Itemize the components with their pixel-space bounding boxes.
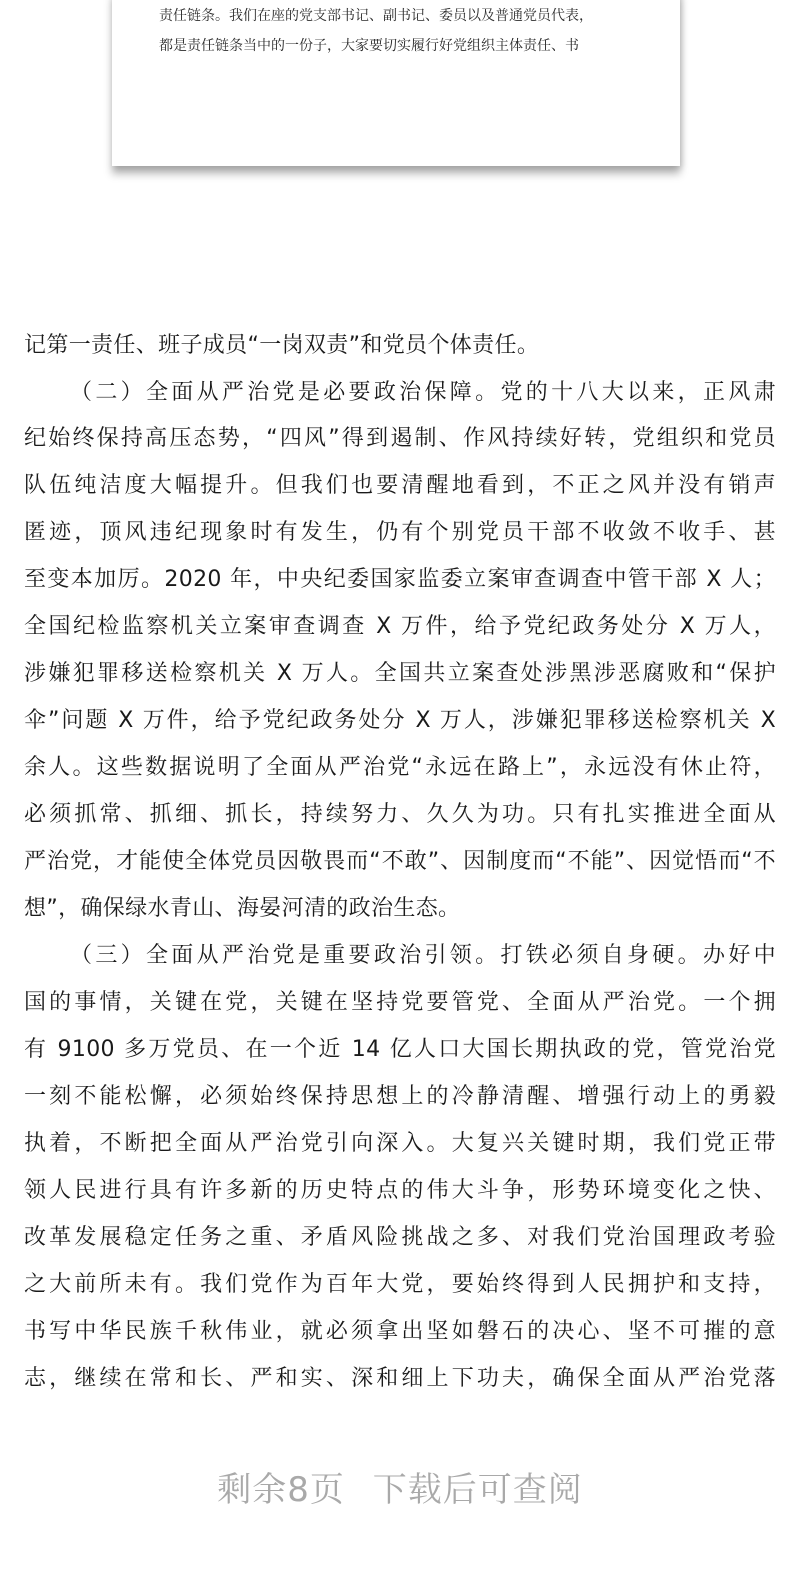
body-line: 改革发展稳定任务之重、矛盾风险挑战之多、对我们党治国理政考验 [24, 1225, 776, 1250]
body-line: 一刻不能松懈，必须始终保持思想上的冷静清醒、增强行动上的勇毅 [24, 1084, 776, 1109]
body-line: 余人。这些数据说明了全面从严治党“永远在路上”，永远没有休止符， [24, 755, 776, 780]
body-line: 严治党，才能使全体党员因敬畏而“不敢”、因制度而“不能”、因觉悟而“不 [24, 849, 776, 874]
remaining-pages-notice: 剩余8页 下载后可查阅 [217, 1470, 583, 1510]
body-line: 有 9100 多万党员、在一个近 14 亿人口大国长期执政的党，管党治党 [24, 1037, 776, 1062]
body-line: 记第一责任、班子成员“一岗双责”和党员个体责任。 [24, 333, 540, 358]
body-line: 至变本加厉。2020 年，中央纪委国家监委立案审查调查中管干部 X 人； [24, 567, 776, 592]
body-line: 国的事情，关键在党，关键在坚持党要管党、全面从严治党。一个拥 [24, 990, 776, 1015]
body-line: 必须抓常、抓细、抓长，持续努力、久久为功。只有扎实推进全面从 [24, 802, 776, 827]
body-line: 全国纪检监察机关立案审查调查 X 万件，给予党纪政务处分 X 万人， [24, 614, 776, 639]
previous-page-preview [112, 0, 680, 166]
body-line: 匿迹，顶风违纪现象时有发生，仍有个别党员干部不收敛不收手、甚 [24, 520, 776, 545]
preview-line: 都是责任链条当中的一份子，大家要切实履行好党组织主体责任、书 [159, 38, 579, 54]
body-line: 纪始终保持高压态势，“四风”得到遏制、作风持续好转，党组织和党员 [24, 426, 776, 451]
body-line: 伞”问题 X 万件，给予党纪政务处分 X 万人，涉嫌犯罪移送检察机关 X [24, 708, 776, 733]
body-line: 队伍纯洁度大幅提升。但我们也要清醒地看到，不正之风并没有销声 [24, 473, 776, 498]
preview-line: 责任链条。我们在座的党支部书记、副书记、委员以及普通党员代表， [159, 8, 593, 24]
paragraph-start-line: （三）全面从严治党是重要政治引领。打铁必须自身硬。办好中 [70, 943, 776, 968]
body-line: 涉嫌犯罪移送检察机关 X 万人。全国共立案查处涉黑涉恶腐败和“保护 [24, 661, 776, 686]
body-line: 执着，不断把全面从严治党引向深入。大复兴关键时期，我们党正带 [24, 1131, 776, 1156]
body-line: 之大前所未有。我们党作为百年大党，要始终得到人民拥护和支持， [24, 1272, 776, 1297]
body-line: 志，继续在常和长、严和实、深和细上下功夫，确保全面从严治党落 [24, 1366, 776, 1391]
body-line: 想”，确保绿水青山、海晏河清的政治生态。 [24, 896, 461, 921]
paragraph-start-line: （二）全面从严治党是必要政治保障。党的十八大以来，正风肃 [70, 380, 776, 405]
body-line: 领人民进行具有许多新的历史特点的伟大斗争，形势环境变化之快、 [24, 1178, 776, 1203]
body-line: 书写中华民族千秋伟业，就必须拿出坚如磐石的决心、坚不可摧的意 [24, 1319, 776, 1344]
